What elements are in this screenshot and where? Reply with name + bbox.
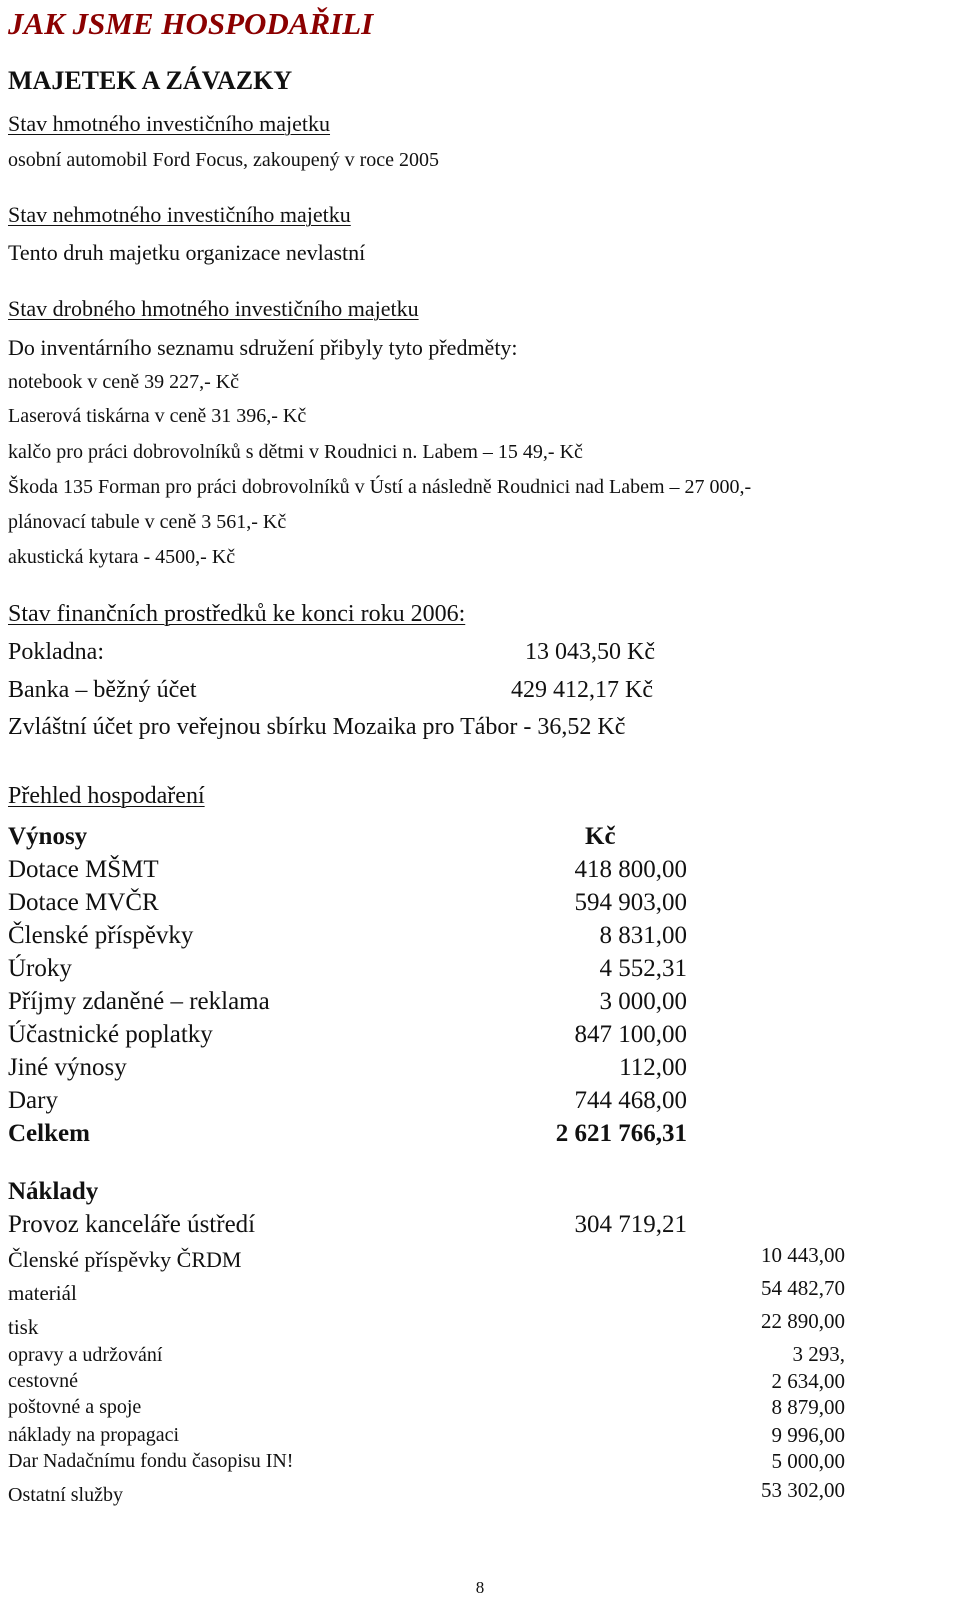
table-row-label: Úroky	[8, 955, 72, 982]
table-row-label: náklady na propagaci	[8, 1424, 180, 1446]
table-row-label: Dary	[8, 1087, 58, 1114]
table-row-value: 8 879,00	[771, 1395, 845, 1419]
table-row-value: 2 634,00	[771, 1369, 845, 1393]
table-row-label: Příjmy zdaněné – reklama	[8, 988, 270, 1015]
vynosy-label: Výnosy	[8, 823, 88, 850]
table-row-label: Dar Nadačnímu fondu časopisu IN!	[8, 1450, 294, 1472]
list-item: Škoda 135 Forman pro práci dobrovolníků v Ústí a následně Roudnici nad Labem – 27 000,-	[8, 476, 752, 498]
celkem-label: Celkem	[8, 1120, 90, 1147]
prehled-heading: Přehled hospodaření	[8, 783, 205, 809]
table-row-label: cestovné	[8, 1370, 78, 1392]
naklady-label: Náklady	[8, 1178, 99, 1205]
table-row-value: 744 468,00	[574, 1087, 687, 1114]
table-row-label: Dotace MVČR	[8, 889, 159, 916]
table-row-value: 53 302,00	[761, 1478, 845, 1502]
table-row-label: poštovné a spoje	[8, 1396, 142, 1418]
table-row-value: 10 443,00	[761, 1243, 845, 1267]
pokladna-value: 13 043,50 Kč	[525, 639, 655, 665]
table-row-value: 3 293,	[792, 1342, 845, 1366]
drobny-intro: Do inventárního seznamu sdružení přibyly tyto předměty:	[8, 335, 518, 360]
table-row-value: 9 996,00	[771, 1423, 845, 1447]
table-row-label: opravy a udržování	[8, 1344, 163, 1366]
list-item: akustická kytara - 4500,- Kč	[8, 546, 236, 568]
banka-value: 429 412,17 Kč	[511, 677, 653, 703]
hmotny-heading: Stav hmotného investičního majetku	[8, 111, 331, 136]
table-row-label: Členské příspěvky ČRDM	[8, 1247, 242, 1272]
section-title: MAJETEK A ZÁVAZKY	[8, 66, 293, 95]
table-row-value: 4 552,31	[599, 955, 687, 982]
table-row-label: Dotace MŠMT	[8, 856, 159, 883]
financni-heading: Stav finančních prostředků ke konci roku 2006:	[8, 601, 466, 627]
table-row-value: 54 482,70	[761, 1276, 845, 1300]
table-row-label: Jiné výnosy	[8, 1054, 127, 1081]
table-row-value: 5 000,00	[771, 1449, 845, 1473]
table-row-value: 112,00	[619, 1054, 687, 1081]
table-row-value: 8 831,00	[599, 922, 687, 949]
table-row-value: 3 000,00	[599, 988, 687, 1015]
list-item: Laserová tiskárna v ceně 31 396,- Kč	[8, 405, 307, 427]
nehmotny-heading: Stav nehmotného investičního majetku	[8, 202, 351, 227]
currency-label: Kč	[585, 823, 616, 850]
table-row-label: materiál	[8, 1281, 77, 1305]
table-row-value: 418 800,00	[574, 856, 687, 883]
page-number: 8	[475, 1578, 485, 1597]
table-row-label: tisk	[8, 1315, 39, 1339]
list-item: plánovací tabule v ceně 3 561,- Kč	[8, 511, 287, 533]
table-row-value: 847 100,00	[574, 1021, 687, 1048]
banka-label: Banka – běžný účet	[8, 677, 197, 703]
table-row-label: Členské příspěvky	[8, 922, 194, 949]
provoz-label: Provoz kanceláře ústředí	[8, 1211, 256, 1238]
nehmotny-text: Tento druh majetku organizace nevlastní	[8, 240, 366, 265]
table-row-label: Ostatní služby	[8, 1484, 123, 1506]
table-row-value: 22 890,00	[761, 1309, 845, 1333]
list-item: kalčo pro práci dobrovolníků s dětmi v Roudnici n. Labem – 15 49,- Kč	[8, 441, 583, 463]
zvlastni-ucet: Zvláštní účet pro veřejnou sbírku Mozaika pro Tábor - 36,52 Kč	[8, 714, 626, 740]
pokladna-label: Pokladna:	[8, 639, 104, 665]
page-title: JAK JSME HOSPODAŘILI	[8, 6, 374, 41]
celkem-value: 2 621 766,31	[555, 1120, 687, 1147]
drobny-heading: Stav drobného hmotného investičního majetku	[8, 296, 419, 321]
table-row-value: 594 903,00	[574, 889, 687, 916]
provoz-value: 304 719,21	[574, 1211, 687, 1238]
list-item: notebook v ceně 39 227,- Kč	[8, 371, 240, 393]
table-row-label: Účastnické poplatky	[8, 1021, 213, 1048]
hmotny-text: osobní automobil Ford Focus, zakoupený v roce 2005	[8, 149, 440, 171]
